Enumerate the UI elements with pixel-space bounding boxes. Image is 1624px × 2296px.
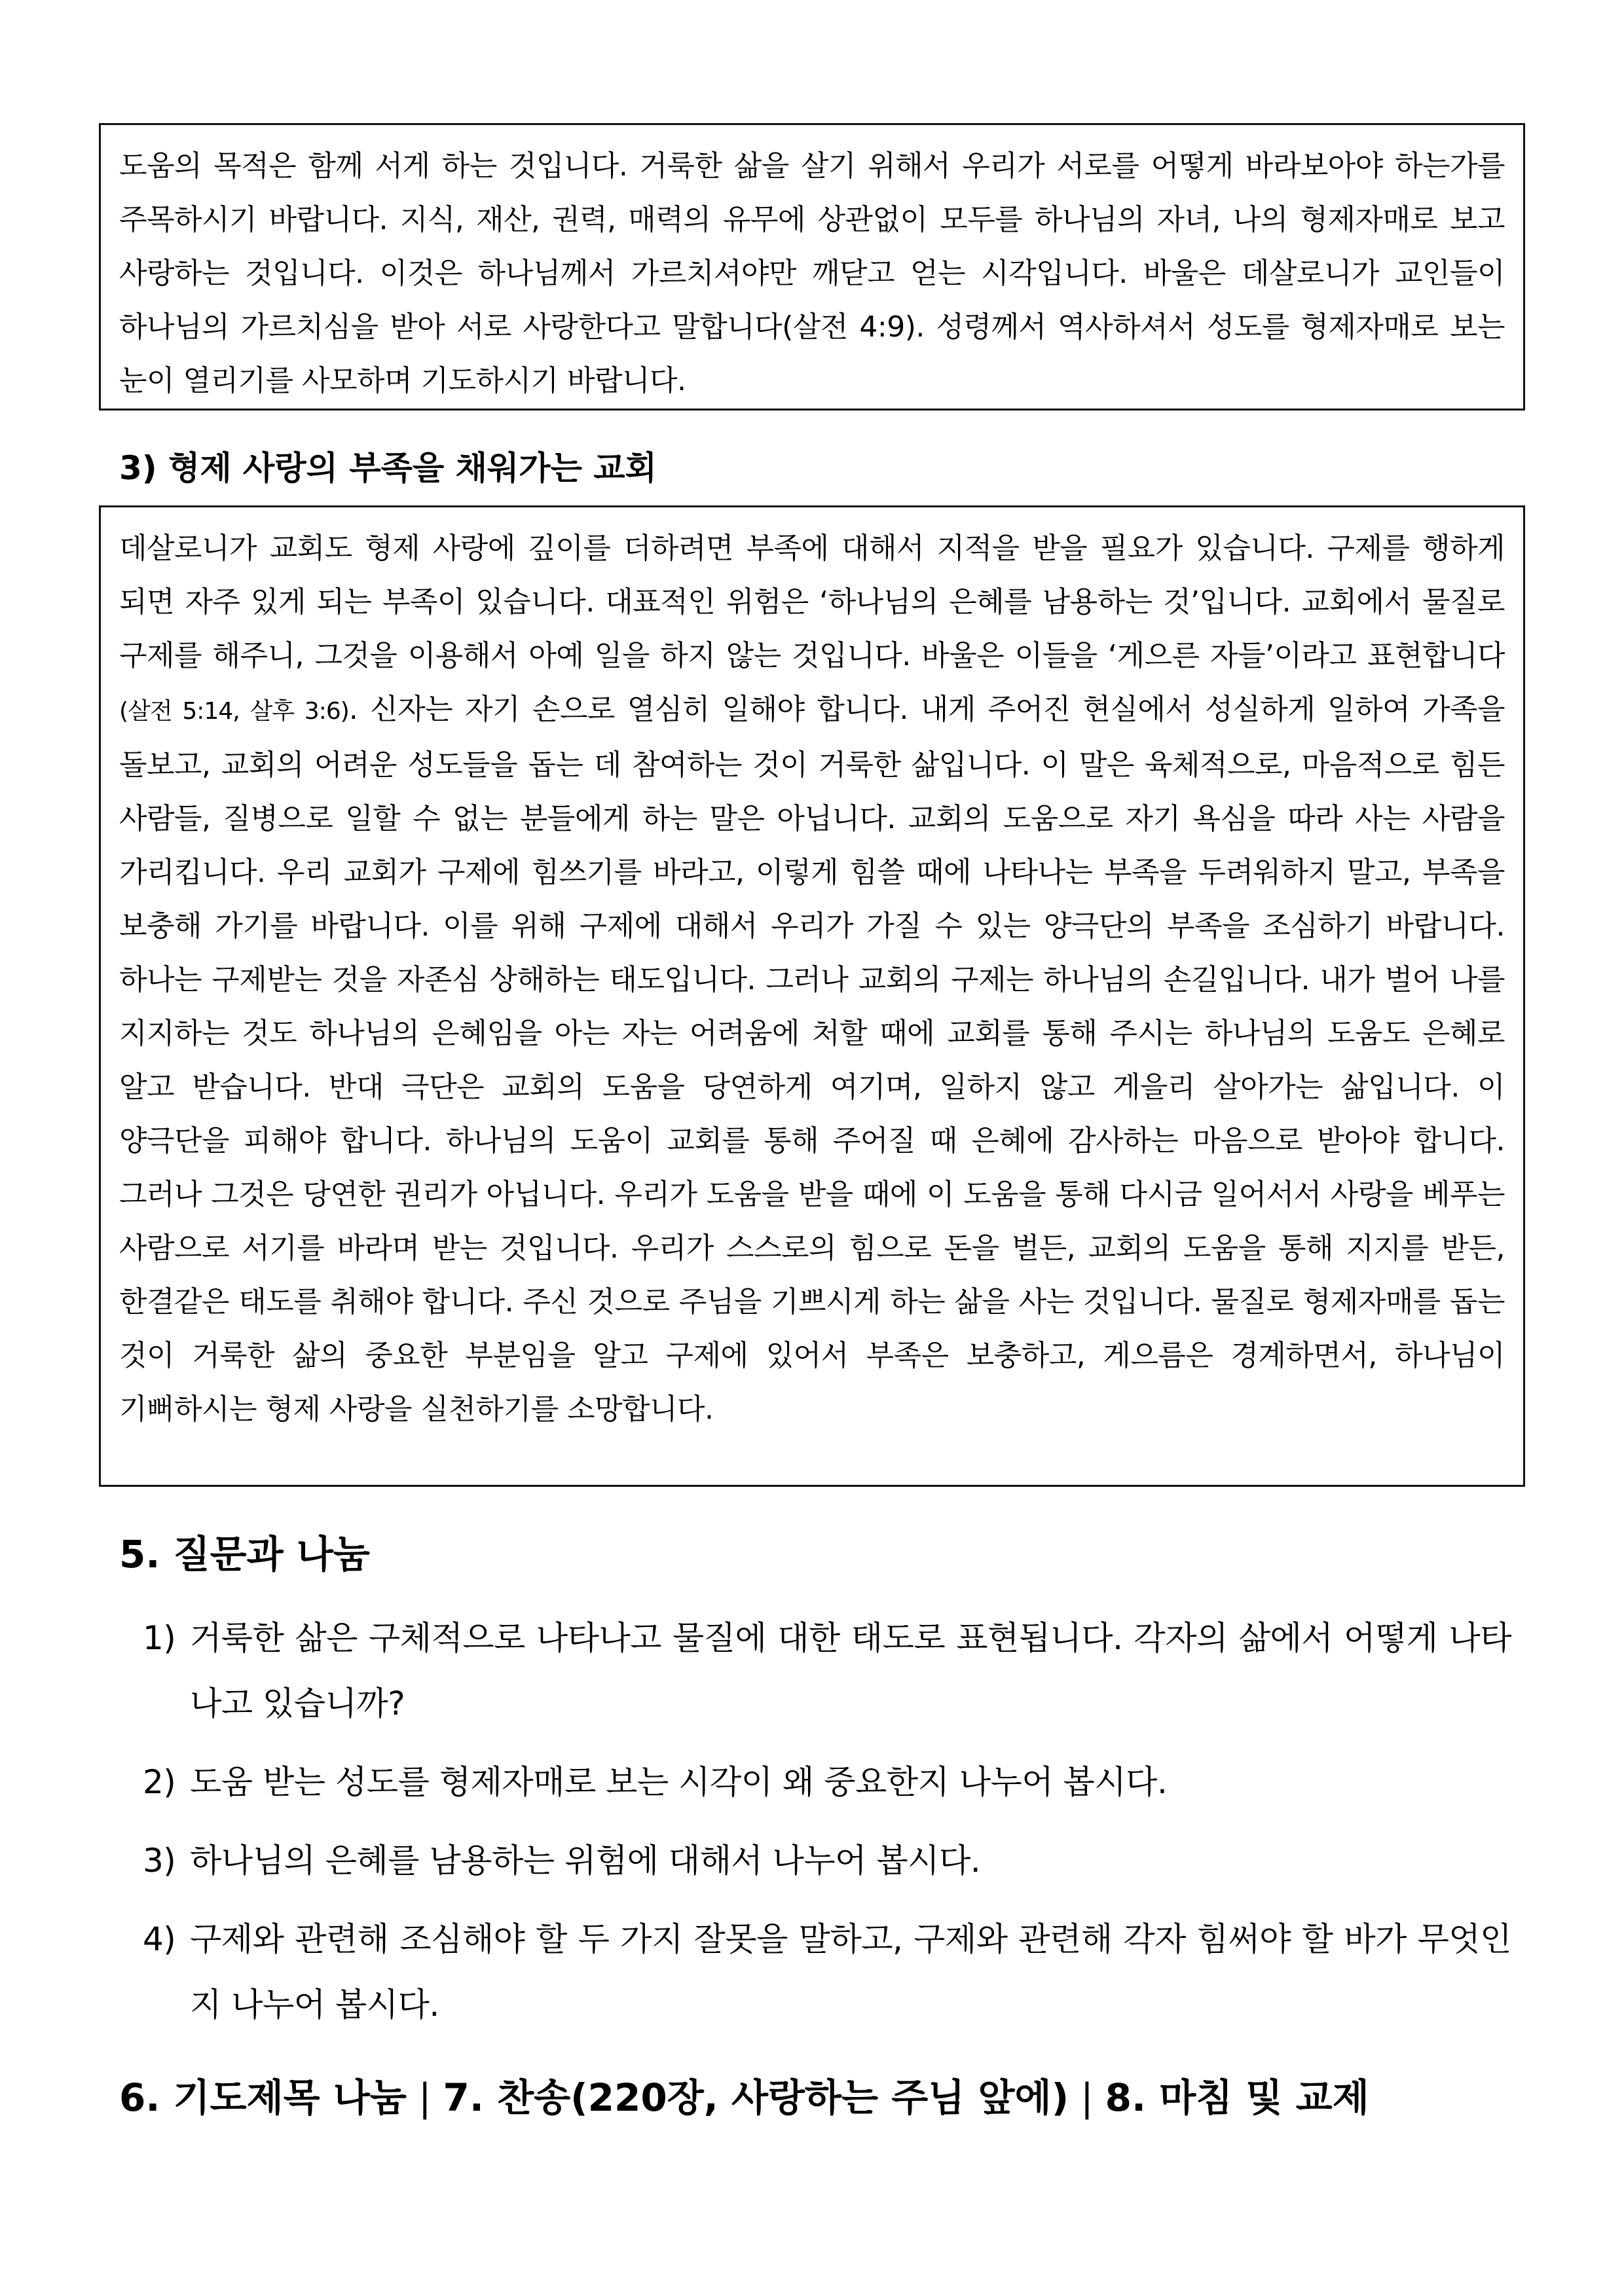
paragraph-brotherly-love	[119, 522, 1505, 1436]
question-number: 3)	[143, 1842, 176, 1880]
question-list	[143, 1605, 1511, 2050]
subsection-heading-brotherly-love: 3) 형제 사랑의 부족을 채워가는 교회	[119, 449, 657, 487]
question-number: 4)	[143, 1920, 176, 1958]
question-text: 하나님의 은혜를 남용하는 위험에 대해서 나누어 봅시다.	[190, 1842, 981, 1880]
content-box-brotherly-love	[99, 505, 1525, 1487]
paragraph-text-part1: 데살로니가 교회도 형제 사랑에 깊이를 더하려면 부족에 대해서 지적을 받을 필요가 있습니다. 구제를 행하게 되면 자주 있게 되는 부족이 있습니다. 대표적인 위험은 ‘하나님의 은혜를 남용하는 것’입니다. 교회에서 물질로 구제를 해주니, 그것을 이용해서 아예 일을 하지 않는 것입니다. 바울은 이들을 ‘게으른 자들’이라고 표현합니다	[119, 532, 1505, 672]
question-number: 2)	[143, 1763, 176, 1801]
section-closing-fellowship: 8. 마침 및 교제	[1105, 2075, 1369, 2120]
separator: |	[418, 2075, 432, 2120]
closing-sections-heading	[119, 2071, 1369, 2124]
section-hymn: 7. 찬송(220장, 사랑하는 주님 앞에)	[443, 2075, 1069, 2120]
paragraph-text-part2: . 신자는 자기 손으로 열심히 일해야 합니다. 내게 주어진 현실에서 성실하게 일하여 가족을 돌보고, 교회의 어려운 성도들을 돕는 데 참여하는 것이 거룩한 삶입니다. 이 말은 육체적으로, 마음적으로 힘든 사람들, 질병으로 일할 수 없는 분들에게 하는 말은 아닙니다. 교회의 도움으로 자기 욕심을 따라 사는 사람을 가리킵니다. 우리 교회가 구제에 힘쓰기를 바라고, 이렇게 힘쓸 때에 나타나는 부족을 두려워하지 말고, 부족을 보충해 가기를 바랍니다. 이를 위해 구제에 대해서 우리가 가질 수 있는 양극단의 부족을 조심하기 바랍니다. 하나는 구제받는 것을 자존심 상해하는 태도입니다. 그러나 교회의 구제는 하나님의 손길입니다. 내가 벌어 나를 지지하는 것도 하나님의 은혜임을 아는 자는 어려움에 처할 때에 교회를 통해 주시는 하나님의 도움도 은혜로 알고 받습니다. 반대 극단은 교회의 도움을 당연하게 여기며, 일하지 않고 게을리 살아가는 삶입니다. 이 양극단을 피해야 합니다. 하나님의 도움이 교회를 통해 주어질 때 은혜에 감사하는 마음으로 받아야 합니다. 그러나 그것은 당연한 권리가 아닙니다. 우리가 도움을 받을 때에 이 도움을 통해 다시금 일어서서 사랑을 베푸는 사람으로 서기를 바라며 받는 것입니다. 우리가 스스로의 힘으로 돈을 벌든, 교회의 도움을 통해 지지를 받든, 한결같은 태도를 취해야 합니다. 주신 것으로 주님을 기쁘시게 하는 삶을 사는 것입니다. 물질로 형제자매를 돕는 것이 거룩한 삶의 중요한 부분임을 알고 구제에 있어서 부족은 보충하고, 게으름은 경계하면서, 하나님이 기뻐하시는 형제 사랑을 실천하기를 소망합니다.	[119, 693, 1505, 1426]
scripture-citation: (살전 5:14, 살후 3:6)	[119, 698, 349, 725]
question-item-4	[143, 1906, 1511, 2037]
question-item-1	[143, 1605, 1511, 1736]
question-text: 구제와 관련해 조심해야 할 두 가지 잘못을 말하고, 구제와 관련해 각자 힘써야 할 바가 무엇인지 나누어 봅시다.	[190, 1920, 1511, 2024]
question-item-3	[143, 1828, 1511, 1893]
question-text: 거룩한 삶은 구체적으로 나타나고 물질에 대한 태도로 표현됩니다. 각자의 삶에서 어떻게 나타나고 있습니까?	[190, 1619, 1511, 1722]
paragraph-helping-purpose: 도움의 목적은 함께 서게 하는 것입니다. 거룩한 삶을 살기 위해서 우리가 서로를 어떻게 바라보아야 하는가를 주목하시기 바랍니다. 지식, 재산, 권력, 매력의 유무에 상관없이 모두를 하나님의 자녀, 나의 형제자매로 보고 사랑하는 것입니다. 이것은 하나님께서 가르치셔야만 깨닫고 얻는 시각입니다. 바울은 데살로니가 교인들이 하나님의 가르치심을 받아 서로 사랑한다고 말합니다(살전 4:9). 성령께서 역사하셔서 성도를 형제자매로 보는 눈이 열리기를 사모하며 기도하시기 바랍니다.	[119, 149, 1505, 397]
section-prayer-sharing: 6. 기도제목 나눔	[119, 2075, 407, 2120]
content-box-helping-purpose	[99, 123, 1525, 410]
separator: |	[1080, 2075, 1094, 2120]
question-number: 1)	[143, 1619, 176, 1657]
question-text: 도움 받는 성도를 형제자매로 보는 시각이 왜 중요한지 나누어 봅시다.	[190, 1763, 1168, 1801]
question-item-2	[143, 1749, 1511, 1815]
section-heading-questions: 5. 질문과 나눔	[119, 1532, 370, 1576]
